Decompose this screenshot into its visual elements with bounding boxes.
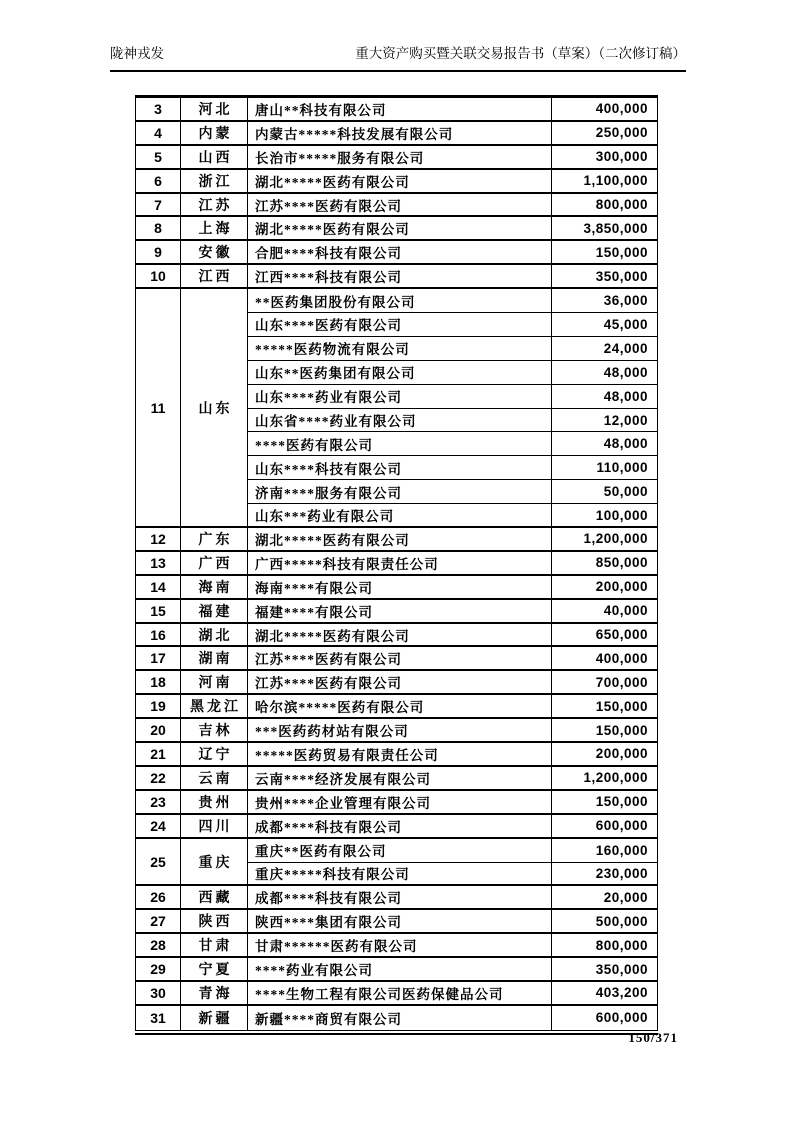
company-cell: 甘肃******医药有限公司 [248,934,552,958]
province-cell: 广西 [181,552,248,576]
province-cell: 内蒙 [181,122,248,146]
amount-cell: 48,000 [552,361,657,385]
amount-cell: 300,000 [552,146,657,170]
row-number: 7 [136,194,181,218]
company-cell: ****药业有限公司 [248,958,552,982]
row-number: 10 [136,265,181,289]
row-number: 19 [136,695,181,719]
company-cell: *****医药物流有限公司 [248,337,552,361]
row-number: 8 [136,217,181,241]
amount-cell: 40,000 [552,600,657,624]
amount-cell: 800,000 [552,194,657,218]
company-cell: 成都****科技有限公司 [248,886,552,910]
row-number: 4 [136,122,181,146]
amount-cell: 48,000 [552,385,657,409]
company-cell: 山东省****药业有限公司 [248,409,552,433]
amount-cell: 20,000 [552,886,657,910]
company-cell: 唐山**科技有限公司 [248,98,552,122]
company-cell: 江苏****医药有限公司 [248,647,552,671]
province-cell: 甘肃 [181,934,248,958]
amount-cell: 350,000 [552,958,657,982]
province-cell: 河南 [181,671,248,695]
row-number: 30 [136,982,181,1006]
row-number: 28 [136,934,181,958]
amount-cell: 150,000 [552,241,657,265]
province-cell: 黑龙江 [181,695,248,719]
province-cell: 福建 [181,600,248,624]
amount-cell: 850,000 [552,552,657,576]
header-right-title: 重大资产购买暨关联交易报告书（草案）（二次修订稿） [355,46,686,61]
company-cell: 广西*****科技有限责任公司 [248,552,552,576]
province-cell: 河北 [181,98,248,122]
amount-cell: 24,000 [552,337,657,361]
province-cell: 江西 [181,265,248,289]
row-number: 23 [136,791,181,815]
company-cell: 济南****服务有限公司 [248,480,552,504]
row-number: 5 [136,146,181,170]
row-number: 12 [136,528,181,552]
row-number: 11 [136,289,181,528]
row-number: 6 [136,170,181,194]
amount-cell: 230,000 [552,863,657,887]
amount-cell: 1,100,000 [552,170,657,194]
province-cell: 浙江 [181,170,248,194]
company-cell: 湖北*****医药有限公司 [248,217,552,241]
amount-cell: 45,000 [552,313,657,337]
province-cell: 贵州 [181,791,248,815]
amount-cell: 1,200,000 [552,767,657,791]
row-number: 27 [136,910,181,934]
province-cell: 青海 [181,982,248,1006]
company-cell: 山东**医药集团有限公司 [248,361,552,385]
row-number: 17 [136,647,181,671]
province-cell: 宁夏 [181,958,248,982]
company-cell: 山东****科技有限公司 [248,456,552,480]
row-number: 16 [136,624,181,648]
row-number: 13 [136,552,181,576]
company-cell: 新疆****商贸有限公司 [248,1006,552,1030]
amount-cell: 400,000 [552,98,657,122]
company-cell: 哈尔滨*****医药有限公司 [248,695,552,719]
company-cell: 内蒙古*****科技发展有限公司 [248,122,552,146]
amount-cell: 200,000 [552,576,657,600]
row-number: 18 [136,671,181,695]
amount-cell: 600,000 [552,815,657,839]
amount-cell: 150,000 [552,791,657,815]
amount-cell: 650,000 [552,624,657,648]
province-cell: 山东 [181,289,248,528]
province-cell: 安徽 [181,241,248,265]
company-cell: 海南****有限公司 [248,576,552,600]
amount-cell: 500,000 [552,910,657,934]
amount-cell: 403,200 [552,982,657,1006]
amount-cell: 250,000 [552,122,657,146]
page-header [110,46,686,62]
amount-cell: 200,000 [552,743,657,767]
province-cell: 海南 [181,576,248,600]
amount-cell: 48,000 [552,432,657,456]
company-cell: 重庆*****科技有限公司 [248,863,552,887]
row-number: 26 [136,886,181,910]
row-number: 9 [136,241,181,265]
company-cell: 山东****药业有限公司 [248,385,552,409]
amount-cell: 400,000 [552,647,657,671]
company-cell: 福建****有限公司 [248,600,552,624]
page-number: 150/371 [628,1030,678,1045]
province-cell: 四川 [181,815,248,839]
province-cell: 湖南 [181,647,248,671]
province-cell: 山西 [181,146,248,170]
row-number: 14 [136,576,181,600]
row-number: 24 [136,815,181,839]
company-cell: 贵州****企业管理有限公司 [248,791,552,815]
province-cell: 江苏 [181,194,248,218]
row-number: 29 [136,958,181,982]
row-number: 21 [136,743,181,767]
province-cell: 重庆 [181,839,248,887]
amount-cell: 50,000 [552,480,657,504]
company-cell: **医药集团股份有限公司 [248,289,552,313]
company-cell: 江苏****医药有限公司 [248,194,552,218]
amount-cell: 150,000 [552,695,657,719]
company-cell: 湖北*****医药有限公司 [248,624,552,648]
province-cell: 上海 [181,217,248,241]
row-number: 22 [136,767,181,791]
company-cell: 成都****科技有限公司 [248,815,552,839]
registration-table [135,95,658,1031]
amount-cell: 350,000 [552,265,657,289]
company-cell: ***医药药材站有限公司 [248,719,552,743]
row-number: 15 [136,600,181,624]
amount-cell: 110,000 [552,456,657,480]
row-number: 3 [136,98,181,122]
province-cell: 吉林 [181,719,248,743]
province-cell: 湖北 [181,624,248,648]
amount-cell: 800,000 [552,934,657,958]
amount-cell: 600,000 [595,1010,648,1026]
company-cell: 长治市*****服务有限公司 [248,146,552,170]
amount-cell: 1,200,000 [552,528,657,552]
company-cell: 湖北*****医药有限公司 [248,170,552,194]
company-cell: 陕西****集团有限公司 [248,910,552,934]
amount-cell: 700,000 [552,671,657,695]
company-cell: 重庆**医药有限公司 [248,839,552,863]
amount-cell: 12,000 [552,409,657,433]
company-cell: 合肥****科技有限公司 [248,241,552,265]
company-cell: 云南****经济发展有限公司 [248,767,552,791]
company-cell: 山东****医药有限公司 [248,313,552,337]
amount-cell: 3,850,000 [552,217,657,241]
header-left-title: 陇神戎发 [110,46,164,61]
company-cell: ****医药有限公司 [248,432,552,456]
province-cell: 云南 [181,767,248,791]
company-cell: 江苏****医药有限公司 [248,671,552,695]
row-number: 31 [136,1006,181,1030]
company-cell: 江西****科技有限公司 [248,265,552,289]
province-cell: 西藏 [181,886,248,910]
row-number: 25 [136,839,181,887]
company-cell: 湖北*****医药有限公司 [248,528,552,552]
province-cell: 陕西 [181,910,248,934]
amount-cell: 36,000 [552,289,657,313]
province-cell: 广东 [181,528,248,552]
company-cell: *****医药贸易有限责任公司 [248,743,552,767]
province-cell: 新疆 [181,1006,248,1030]
header-divider [110,70,686,72]
company-cell: ****生物工程有限公司医药保健品公司 [248,982,552,1006]
province-cell: 辽宁 [181,743,248,767]
amount-cell: 150,000 [552,719,657,743]
row-number: 20 [136,719,181,743]
amount-cell: 100,000 [552,504,657,528]
company-cell: 山东***药业有限公司 [248,504,552,528]
amount-cell: 160,000 [552,839,657,863]
